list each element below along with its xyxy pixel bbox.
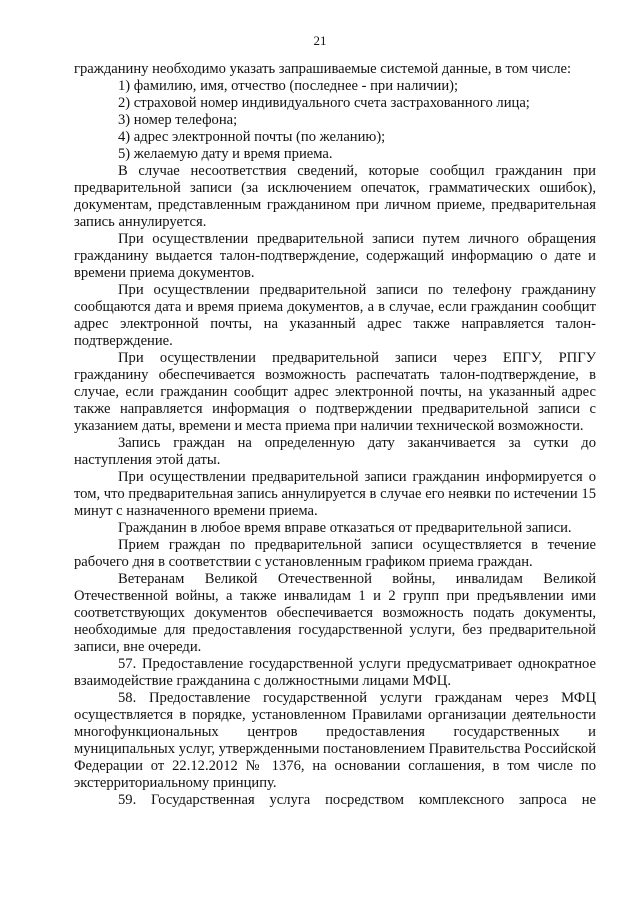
- paragraph-58: 58. Предоставление государственной услуги гражданам через МФЦ осуществляется в порядке, установленном Правилами организации деятельности многофункциональных центров предоставления государственных и муниципальных услуг, утвержденными постановлением Правительства Российской Федерации от 22.12.2012 № 1376, на основании соглашения, в том числе по экстерриториальному принципу.: [74, 690, 596, 791]
- list-item-snils: 2) страховой номер индивидуального счета застрахованного лица;: [118, 95, 530, 111]
- paragraph-59: 59. Государственная услуга посредством комплексного запроса не: [118, 792, 596, 808]
- paragraph-online-booking: При осуществлении предварительной записи через ЕПГУ, РПГУ гражданину обеспечивается возможность распечатать талон-подтверждение, в случае, если гражданин сообщит адрес электронной почты, на указанный адрес также направляется информация о подтверждении предварительной записи с указанием даты, времени и места приема при наличии технической возможности.: [74, 350, 596, 434]
- list-item-phone: 3) номер телефона;: [118, 112, 238, 128]
- paragraph-continuation: гражданину необходимо указать запрашиваемые системой данные, в том числе:: [74, 61, 572, 77]
- paragraph-cancellation-notice: При осуществлении предварительной записи гражданин информируется о том, что предварительная запись аннулируется в случае его неявки по истечении 15 минут с назначенного времени приема.: [74, 469, 596, 519]
- paragraph-booking-deadline: Запись граждан на определенную дату заканчивается за сутки до наступления этой даты.: [74, 435, 596, 468]
- paragraph-veterans: Ветеранам Великой Отечественной войны, инвалидам Великой Отечественной войны, а также инвалидам 1 и 2 групп при предъявлении ими соответствующих документов обеспечивается возможность подать документы, необходимые для предоставления государственной услуги, без предварительной записи, вне очереди.: [74, 571, 596, 655]
- list-item-date-time: 5) желаемую дату и время приема.: [118, 146, 333, 162]
- page-number: 21: [313, 33, 327, 48]
- list-item-email: 4) адрес электронной почты (по желанию);: [118, 129, 386, 145]
- paragraph-personal-visit: При осуществлении предварительной записи путем личного обращения гражданину выдается талон-подтверждение, содержащий информацию о дате и времени приема документов.: [74, 231, 596, 281]
- paragraph-mismatch: В случае несоответствия сведений, которые сообщил гражданин при предварительной записи (за исключением опечаток, грамматических ошибок), документам, представленным гражданином при личном приеме, предварительная запись аннулируется.: [74, 163, 596, 230]
- document-body: [74, 61, 596, 809]
- paragraph-reception-schedule: Прием граждан по предварительной записи осуществляется в течение рабочего дня в соответствии с установленным графиком приема граждан.: [74, 537, 596, 570]
- paragraph-57: 57. Предоставление государственной услуги предусматривает однократное взаимодействие гражданина с должностными лицами МФЦ.: [74, 656, 596, 689]
- paragraph-phone-booking: При осуществлении предварительной записи по телефону гражданину сообщаются дата и время приема документов, а в случае, если гражданин сообщит адрес электронной почты, на указанный адрес также направляется талон-подтверждение.: [74, 282, 596, 349]
- paragraph-right-to-refuse: Гражданин в любое время вправе отказаться от предварительной записи.: [118, 520, 572, 536]
- list-item-full-name: 1) фамилию, имя, отчество (последнее - при наличии);: [118, 78, 459, 94]
